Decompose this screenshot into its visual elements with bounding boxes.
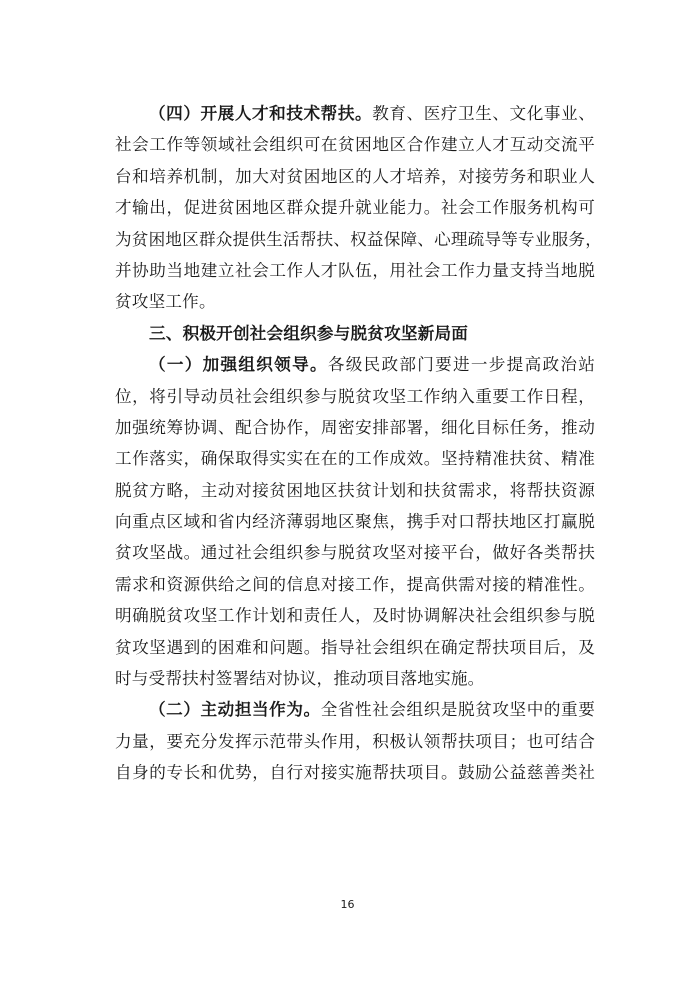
subsection-title: （四）开展人才和技术帮扶。 bbox=[149, 104, 373, 123]
paragraph-line: 自身的专长和优势，自行对接实施帮扶项目。鼓励公益慈善类社 bbox=[115, 763, 595, 783]
paragraph-line bbox=[115, 98, 595, 129]
paragraph-line: 贫攻坚战。通过社会组织参与脱贫攻坚对接平台，做好各类帮扶 bbox=[115, 543, 595, 563]
paragraph-text: 教育、医疗卫生、文化事业、 bbox=[372, 104, 595, 123]
paragraph-line: 向重点区域和省内经济薄弱地区聚焦，携手对口帮扶地区打赢脱 bbox=[115, 512, 595, 532]
subsection-title: （一）加强组织领导。 bbox=[149, 355, 328, 375]
paragraph-line: 并协助当地建立社会工作人才队伍，用社会工作力量支持当地脱 bbox=[115, 260, 595, 280]
paragraph-line: 力量，要充分发挥示范带头作用，积极认领帮扶项目；也可结合 bbox=[115, 731, 595, 751]
paragraph-line: 脱贫方略，主动对接贫困地区扶贫计划和扶贫需求，将帮扶资源 bbox=[115, 480, 595, 500]
paragraph-line bbox=[115, 694, 595, 725]
paragraph-line: 需求和资源供给之间的信息对接工作，提高供需对接的精准性。 bbox=[115, 574, 595, 594]
page-number: 16 bbox=[340, 898, 355, 911]
paragraph-line: 社会工作等领域社会组织可在贫困地区合作建立人才互动交流平 bbox=[115, 135, 595, 155]
paragraph-line: 为贫困地区群众提供生活帮扶、权益保障、心理疏导等专业服务， bbox=[115, 229, 603, 249]
paragraph-line: 明确脱贫攻坚工作计划和责任人，及时协调解决社会组织参与脱 bbox=[115, 606, 595, 626]
paragraph-line: 台和培养机制，加大对贫困地区的人才培养，对接劳务和职业人 bbox=[115, 166, 595, 186]
paragraph-line: 贫攻坚遇到的困难和问题。指导社会组织在确定帮扶项目后，及 bbox=[115, 637, 595, 657]
paragraph-line: 时与受帮扶村签署结对协议，推动项目落地实施。 bbox=[115, 669, 485, 689]
document-body bbox=[115, 98, 603, 789]
paragraph-line: 加强统筹协调、配合协作，周密安排部署，细化目标任务，推动 bbox=[115, 417, 595, 437]
paragraph-text: 全省性社会组织是脱贫攻坚中的重要 bbox=[320, 700, 596, 720]
paragraph-line: 才输出，促进贫困地区群众提升就业能力。社会工作服务机构可 bbox=[115, 198, 595, 218]
paragraph-line: 贫攻坚工作。 bbox=[115, 292, 216, 312]
paragraph-line: 位，将引导动员社会组织参与脱贫攻坚工作纳入重要工作日程， bbox=[115, 386, 595, 406]
section-heading: 三、积极开创社会组织参与脱贫攻坚新局面 bbox=[149, 323, 469, 343]
paragraph-line: 工作落实，确保取得实实在在的工作成效。坚持精准扶贫、精准 bbox=[115, 449, 595, 469]
subsection-title: （二）主动担当作为。 bbox=[149, 700, 321, 720]
paragraph-text: 各级民政部门要进一步提高政治站 bbox=[327, 355, 596, 375]
paragraph-line bbox=[115, 349, 595, 380]
